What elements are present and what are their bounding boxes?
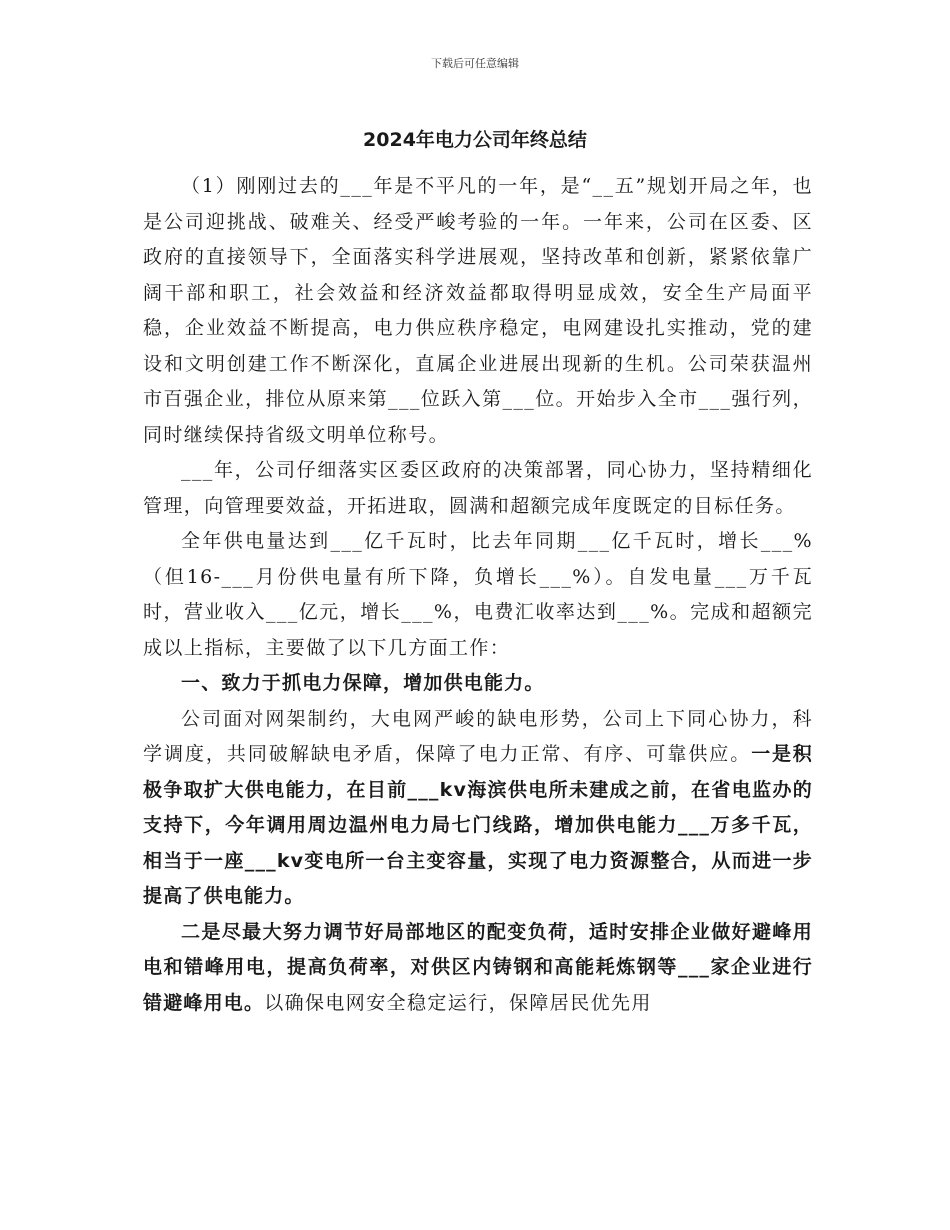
point-one-text: 一是积极争取扩大供电能力，在目前___kv海滨供电所未建成之前，在省电监办的支持下，今年调用周边温州电力局七门线路，增加供电能力___万多千瓦，相当于一座___kv变电所一台主变容量，实现了电力资源整合，从而进一步提高了供电能力。 xyxy=(143,743,813,907)
paragraph-point-two xyxy=(143,915,813,1022)
point-two-bold-text: 二是尽最大努力调节好局部地区的配变负荷，适时安排企业做好避峰用电和错峰用电，提高负荷率，对供区内铸钢和高能耗炼钢等___家企业进行错避峰用电。 xyxy=(143,920,813,1014)
point-two-rest-text: 以确保电网安全稳定运行，保障居民优先用 xyxy=(264,991,652,1014)
download-edit-note: 下载后可任意编辑 xyxy=(431,57,519,70)
section-intro-text: 公司面对网架制约，大电网严峻的缺电形势，公司上下同心协力，科学调度，共同破解缺电矛盾，保障了电力正常、有序、可靠供应。 xyxy=(143,707,813,765)
paragraph-indicators: 全年供电量达到___亿千瓦时，比去年同期___亿千瓦时，增长___%（但16-___月份供电量有所下降，负增长___%）。自发电量___万千瓦时，营业收入___亿元，增长___%，电费汇收率达到___%。完成和超额完成以上指标，主要做了以下几方面工作： xyxy=(143,530,813,659)
paragraph-section-intro xyxy=(143,702,813,915)
paragraph-overview: （1）刚刚过去的___年是不平凡的一年，是“__五”规划开局之年，也是公司迎挑战、破难关、经受严峻考验的一年。一年来，公司在区委、区政府的直接领导下，全面落实科学进展观，坚持改革和创新，紧紧依靠广阔干部和职工，社会效益和经济效益都取得明显成效，安全生产局面平稳，企业效益不断提高，电力供应秩序稳定，电网建设扎实推动，党的建设和文明创建工作不断深化，直属企业进展出现新的生机。公司荣获温州市百强企业，排位从原来第___位跃入第___位。开始步入全市___强行列，同时继续保持省级文明单位称号。 xyxy=(143,175,813,446)
section-heading-power-supply: 一、致力于抓电力保障，增加供电能力。 xyxy=(181,672,545,694)
document-body xyxy=(143,169,813,1021)
document-title: 2024年电力公司年终总结 xyxy=(363,129,587,151)
paragraph-targets: ___年，公司仔细落实区委区政府的决策部署，同心协力，坚持精细化管理，向管理要效益，开拓进取，圆满和超额完成年度既定的目标任务。 xyxy=(143,459,813,517)
